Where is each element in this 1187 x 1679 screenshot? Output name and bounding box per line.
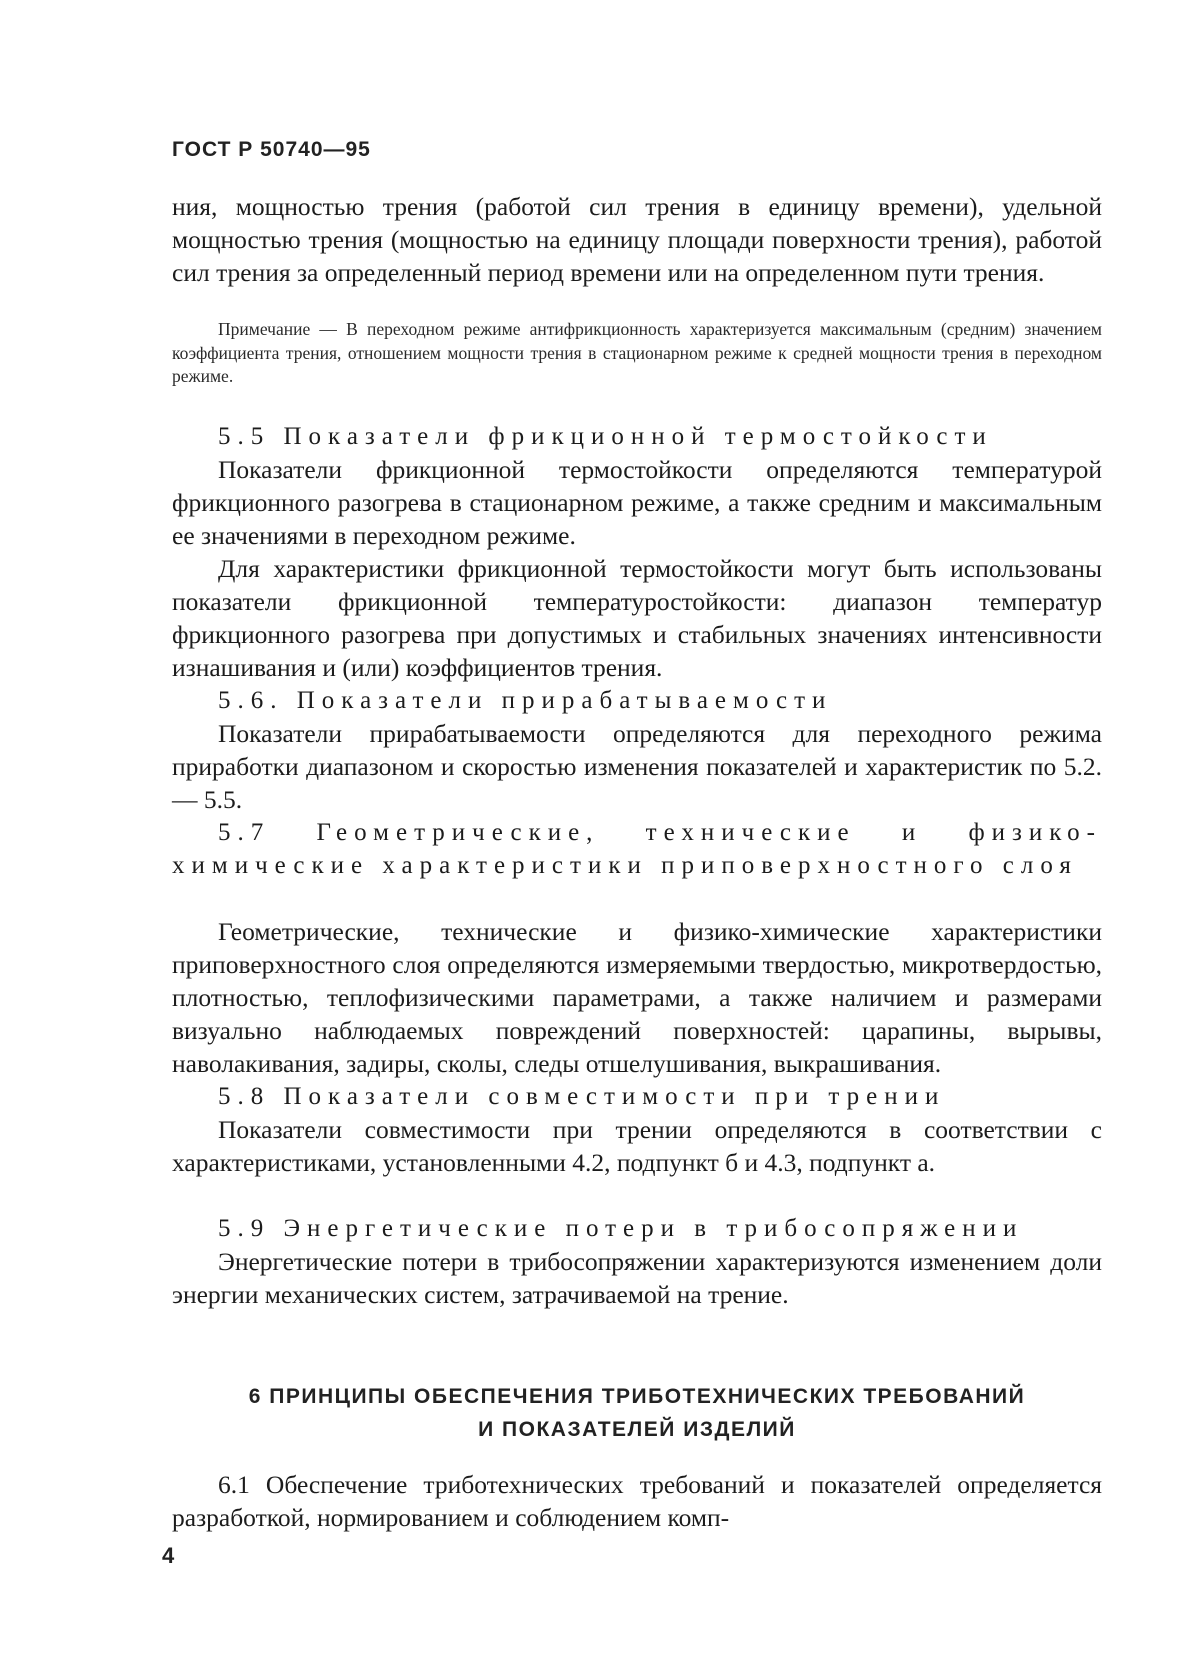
paragraph-continuation: ния, мощностью трения (работой сил трения в единицу времени), удельной мощностью трения (мощностью на единицу площади поверхности трения), работой сил трения за определенный период времени или на определенном пути трения. — [172, 192, 1102, 287]
heading-5-7: 5.7 Геометрические, технические и физико-химические характеристики приповерхностного слоя — [172, 819, 1102, 879]
section-6-title-line-1: 6 ПРИНЦИПЫ ОБЕСПЕЧЕНИЯ ТРИБОТЕХНИЧЕСКИХ ТРЕБОВАНИЙ — [248, 1385, 1026, 1408]
heading-5-8: 5.8 Показатели совместимости при трении — [218, 1083, 946, 1110]
paragraph-5-5-b: Для характеристики фрикционной термостойкости могут быть использованы показатели фрикционной температуростойкости: диапазон температур фрикционного разогрева при допустимых и стабильных значениях интенсивности изнашивания и (или) коэффициентов трения. — [172, 554, 1102, 682]
paragraph-5-6: Показатели прирабатываемости определяются для переходного режима приработки диапазоном и скоростью изменения показателей и характеристик по 5.2. — 5.5. — [172, 719, 1102, 814]
document-header: ГОСТ Р 50740—95 — [172, 138, 371, 161]
paragraph-6-1: 6.1 Обеспечение триботехнических требований и показателей определяется разработкой, нормированием и соблюдением комп- — [172, 1470, 1102, 1532]
heading-5-5: 5.5 Показатели фрикционной термостойкости — [218, 423, 993, 450]
heading-5-9: 5.9 Энергетические потери в трибосопряжении — [218, 1215, 1024, 1242]
paragraph-5-7: Геометрические, технические и физико-химические характеристики приповерхностного слоя определяются измеряемыми твердостью, микротвердостью, плотностью, теплофизическими параметрами, а также наличием и размерами визуально наблюдаемых повреждений поверхностей: царапины, вырывы, наволакивания, задиры, сколы, следы отшелушивания, выкрашивания. — [172, 917, 1102, 1078]
paragraph-5-5-a: Показатели фрикционной термостойкости определяются температурой фрикционного разогрева в стационарном режиме, а также средним и максимальным ее значениями в переходном режиме. — [172, 455, 1102, 550]
paragraph-5-9: Энергетические потери в трибосопряжении характеризуются изменением доли энергии механических систем, затрачиваемой на трение. — [172, 1247, 1102, 1309]
section-6-title-line-2: И ПОКАЗАТЕЛЕЙ ИЗДЕЛИЙ — [478, 1418, 796, 1441]
note-paragraph: Примечание — В переходном режиме антифрикционность характеризуется максимальным (средним) значением коэффициента трения, отношением мощности трения в стационарном режиме к средней мощности трения в переходном режиме. — [172, 319, 1102, 386]
heading-5-6: 5.6. Показатели прирабатываемости — [218, 687, 833, 714]
paragraph-5-8: Показатели совместимости при трении определяются в соответствии с характеристиками, установленными 4.2, подпункт б и 4.3, подпункт а. — [172, 1115, 1102, 1177]
page-number: 4 — [162, 1543, 175, 1568]
